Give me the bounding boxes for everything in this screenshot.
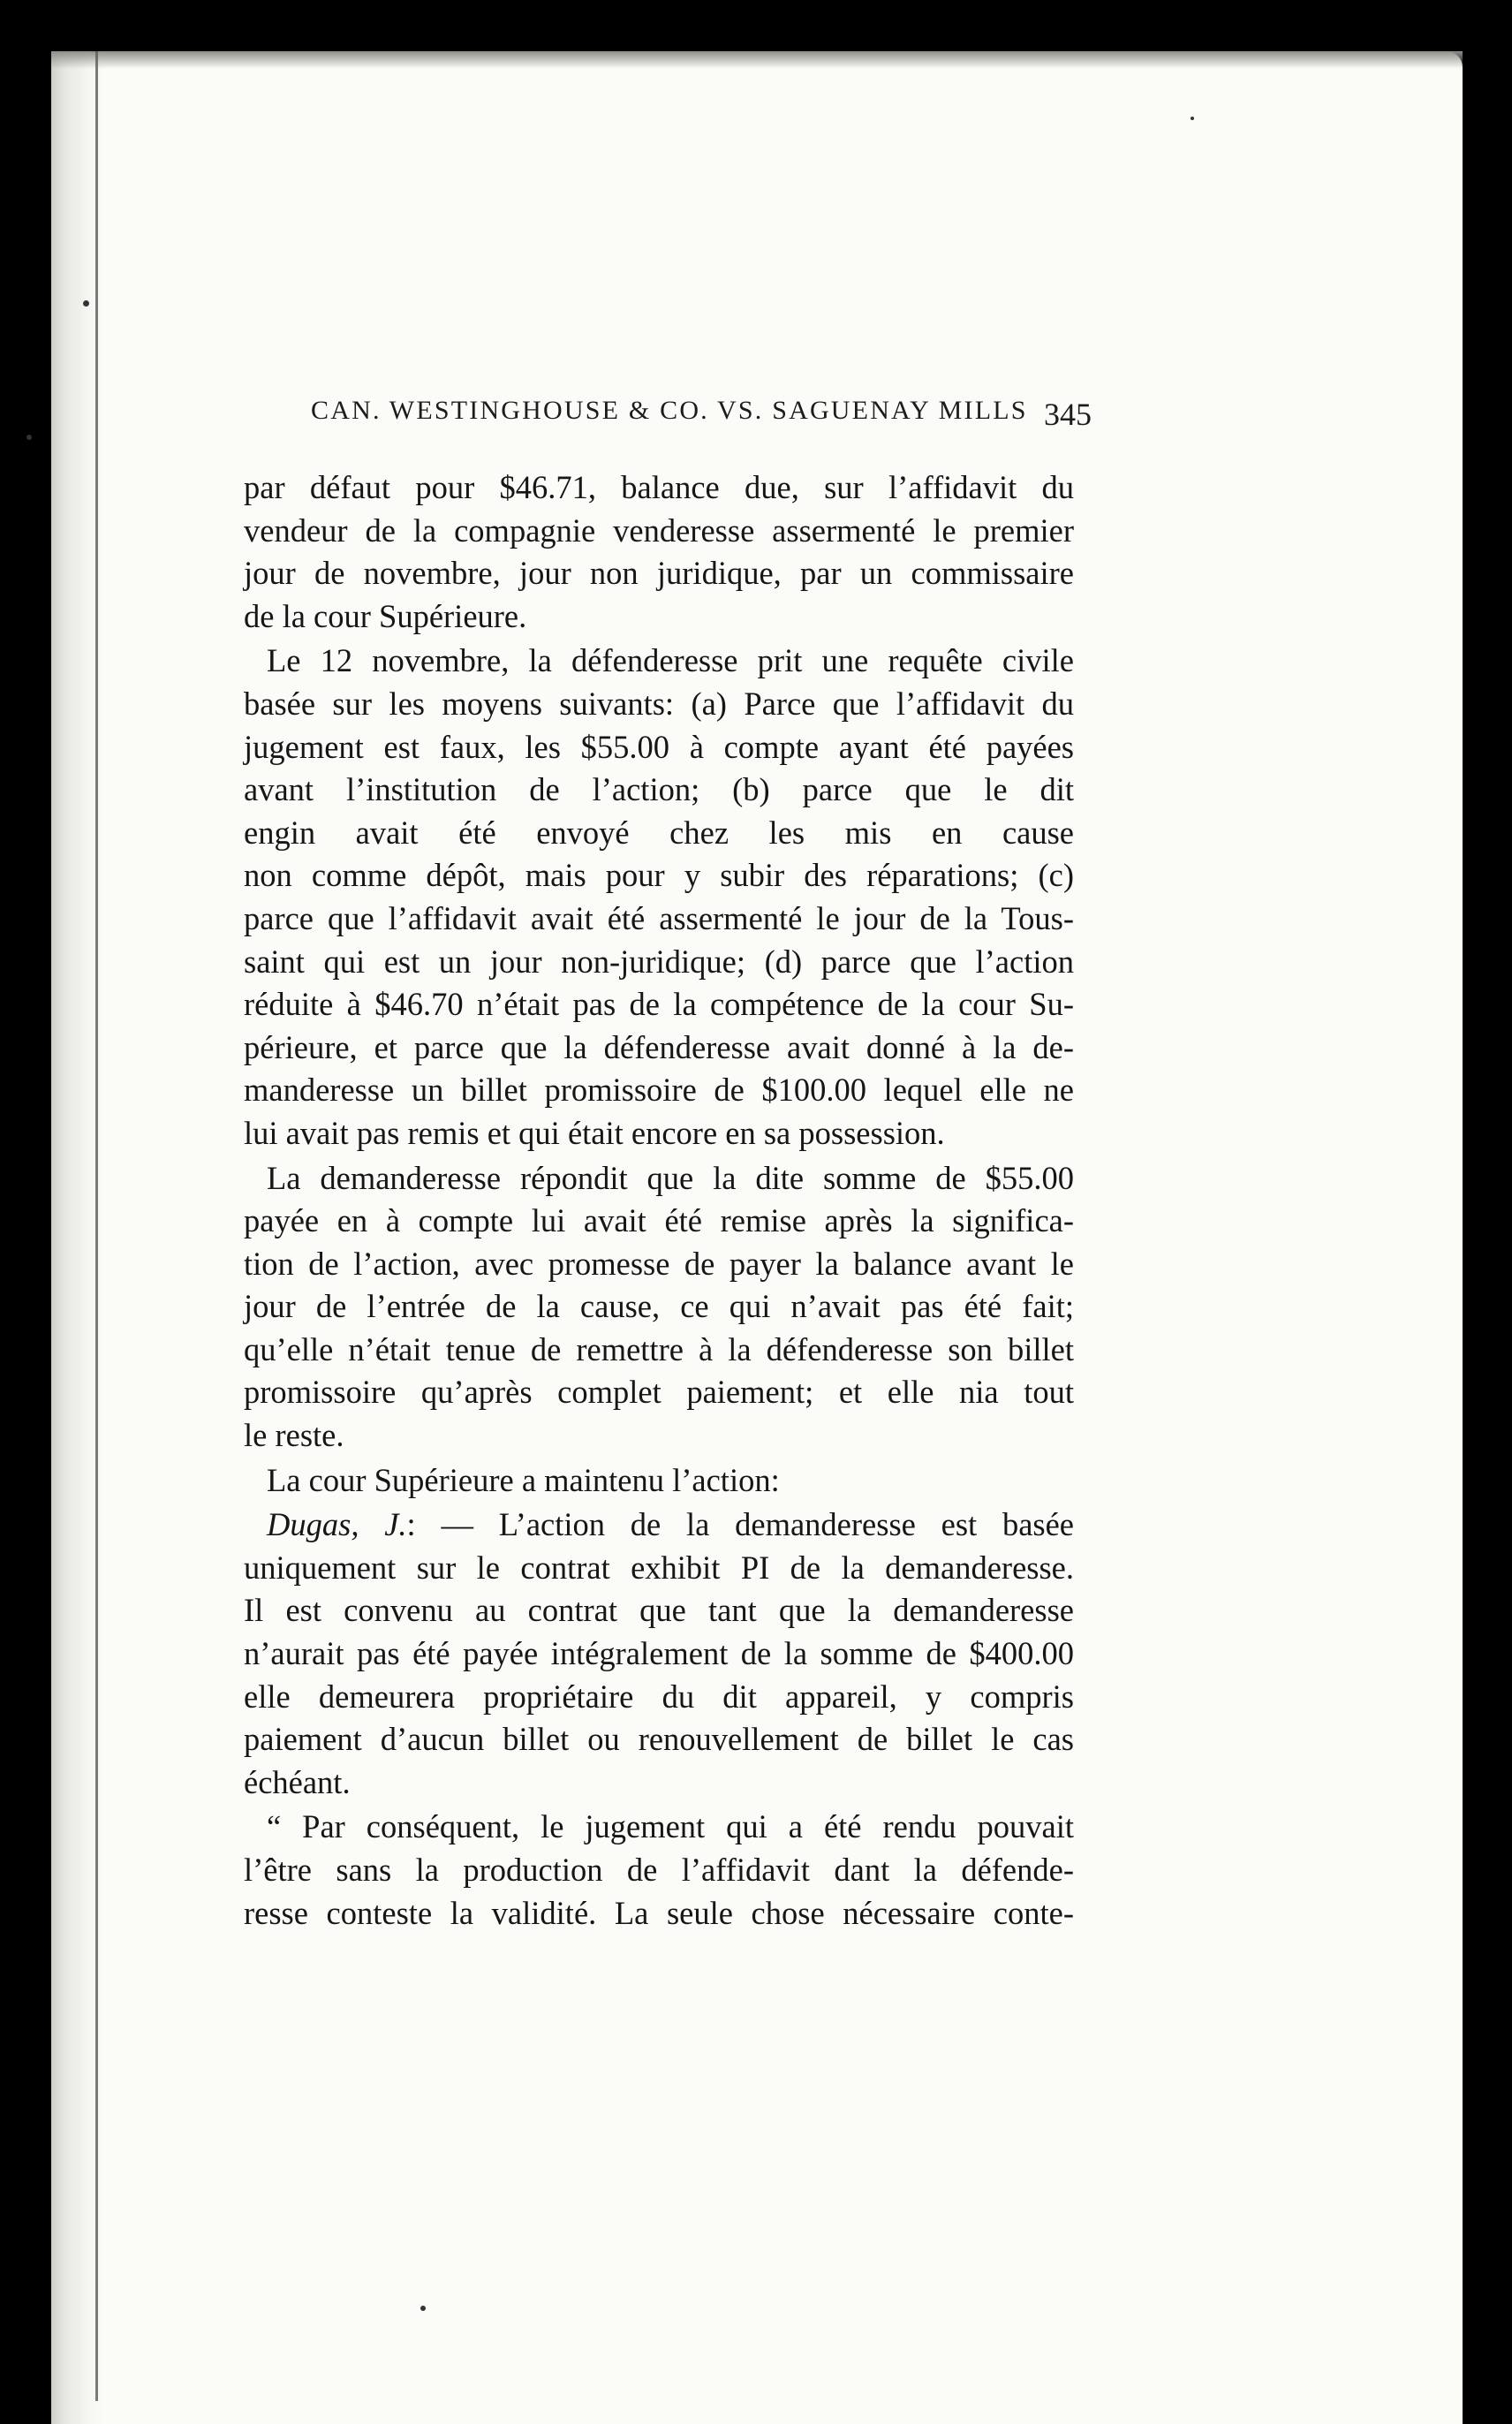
line-text: resse conteste la validité. La seule chose nécessaire conte- bbox=[244, 1894, 1074, 1931]
line-text: vendeur de la compagnie venderesse assermenté le premier bbox=[244, 511, 1074, 549]
line-text: de la cour Supérieure. bbox=[244, 597, 527, 634]
text-line bbox=[244, 552, 1074, 595]
line-text: le reste. bbox=[244, 1417, 344, 1454]
text-line bbox=[244, 1718, 1074, 1761]
text-line bbox=[244, 726, 1074, 769]
line-text: échéant. bbox=[244, 1763, 351, 1800]
line-text: réduite à $46.70 n’était pas de la compétence de la cour Su- bbox=[244, 986, 1074, 1023]
text-line bbox=[244, 854, 1074, 898]
line-text: n’aurait pas été payée intégralement de la somme de $400.00 bbox=[244, 1635, 1074, 1672]
line-text: parce que l’affidavit avait été assermenté le jour de la Tous- bbox=[244, 899, 1074, 936]
line-text: engin avait été envoyé chez les mis en cause bbox=[244, 814, 1074, 851]
line-text: payée en à compte lui avait été remise après la significa- bbox=[244, 1202, 1074, 1239]
text-line bbox=[244, 1806, 1074, 1849]
line-text: lui avait pas remis et qui était encore en sa possession. bbox=[244, 1114, 945, 1151]
line-text: qu’elle n’était tenue de remettre à la défenderesse son billet bbox=[244, 1330, 1074, 1367]
line-text: “ Par conséquent, le jugement qui a été rendu pouvait bbox=[267, 1808, 1074, 1845]
text-line bbox=[244, 1504, 1074, 1547]
text-line bbox=[244, 1761, 1074, 1805]
text-line bbox=[244, 1243, 1074, 1286]
text-line bbox=[244, 1112, 1074, 1155]
line-text: promissoire qu’après complet paiement; et elle nia tout bbox=[244, 1374, 1074, 1411]
text-line bbox=[244, 1892, 1074, 1935]
running-head: CAN. WESTINGHOUSE & CO. VS. SAGUENAY MILLS bbox=[311, 396, 1028, 425]
line-text: paiement d’aucun billet ou renouvellement de billet le cas bbox=[244, 1721, 1074, 1758]
text-line bbox=[244, 1459, 1074, 1503]
text-line bbox=[244, 941, 1074, 984]
line-text: tion de l’action, avec promesse de payer la balance avant le bbox=[244, 1245, 1074, 1282]
line-text: Il est convenu au contrat que tant que la demanderesse bbox=[244, 1592, 1074, 1629]
line-text: l’être sans la production de l’affidavit dant la défende- bbox=[244, 1852, 1074, 1888]
text-line bbox=[244, 595, 1074, 639]
line-text: saint qui est un jour non-juridique; (d) parce que l’action bbox=[244, 943, 1074, 980]
text-line bbox=[244, 1371, 1074, 1414]
line-text: manderesse un billet promissoire de $100.00 lequel elle ne bbox=[244, 1072, 1074, 1109]
gutter-line bbox=[95, 51, 98, 2401]
line-text: elle demeurera propriétaire du dit appareil, y compris bbox=[244, 1678, 1074, 1715]
text-line bbox=[244, 510, 1074, 553]
page-number: 345 bbox=[1044, 397, 1092, 432]
text-line bbox=[244, 983, 1074, 1026]
text-line bbox=[244, 1200, 1074, 1243]
text-line bbox=[244, 1632, 1074, 1676]
text-line bbox=[244, 1285, 1074, 1329]
text-line bbox=[244, 1547, 1074, 1590]
line-text: périeure, et parce que la défenderesse avait donné à la de- bbox=[244, 1028, 1074, 1065]
line-text: Le 12 novembre, la défenderesse prit une requête civile bbox=[267, 642, 1074, 679]
line-text: jour de l’entrée de la cause, ce qui n’avait pas été fait; bbox=[244, 1288, 1074, 1325]
dust-speck bbox=[1191, 117, 1194, 120]
line-text: par défaut pour $46.71, balance due, sur l’affidavit du bbox=[244, 469, 1074, 505]
line-text: basée sur les moyens suivants: (a) Parce que l’affidavit du bbox=[244, 685, 1074, 722]
judge-name: Dugas, J. bbox=[267, 1506, 407, 1543]
text-line bbox=[244, 1329, 1074, 1372]
line-text: jugement est faux, les $55.00 à compte ayant été payées bbox=[244, 728, 1074, 765]
dust-speck bbox=[26, 435, 32, 440]
text-line bbox=[244, 1589, 1074, 1632]
line-text: avant l’institution de l’action; (b) parce que le dit bbox=[244, 771, 1074, 808]
top-edge-shadow bbox=[51, 51, 1463, 69]
text-line bbox=[244, 640, 1074, 683]
text-line bbox=[244, 1069, 1074, 1112]
line-text: La cour Supérieure a maintenu l’action: bbox=[267, 1461, 780, 1498]
text-line bbox=[244, 769, 1074, 812]
text-line bbox=[244, 1157, 1074, 1201]
text-line bbox=[244, 1026, 1074, 1070]
dust-speck bbox=[420, 2306, 426, 2311]
text-line bbox=[244, 1676, 1074, 1719]
line-text: uniquement sur le contrat exhibit PI de la demanderesse. bbox=[244, 1549, 1074, 1586]
line-text: : — L’action de la demanderesse est basée bbox=[406, 1506, 1074, 1543]
text-line bbox=[244, 1414, 1074, 1458]
text-line bbox=[244, 898, 1074, 941]
line-text: non comme dépôt, mais pour y subir des réparations; (c) bbox=[244, 857, 1074, 894]
text-line bbox=[244, 683, 1074, 726]
dust-speck bbox=[83, 300, 89, 307]
line-text: jour de novembre, jour non juridique, par un commissaire bbox=[244, 555, 1074, 592]
text-line bbox=[244, 466, 1074, 510]
line-text: La demanderesse répondit que la dite somme de $55.00 bbox=[267, 1159, 1074, 1196]
text-line bbox=[244, 1849, 1074, 1892]
text-line bbox=[244, 812, 1074, 855]
body-text bbox=[244, 466, 1074, 1935]
